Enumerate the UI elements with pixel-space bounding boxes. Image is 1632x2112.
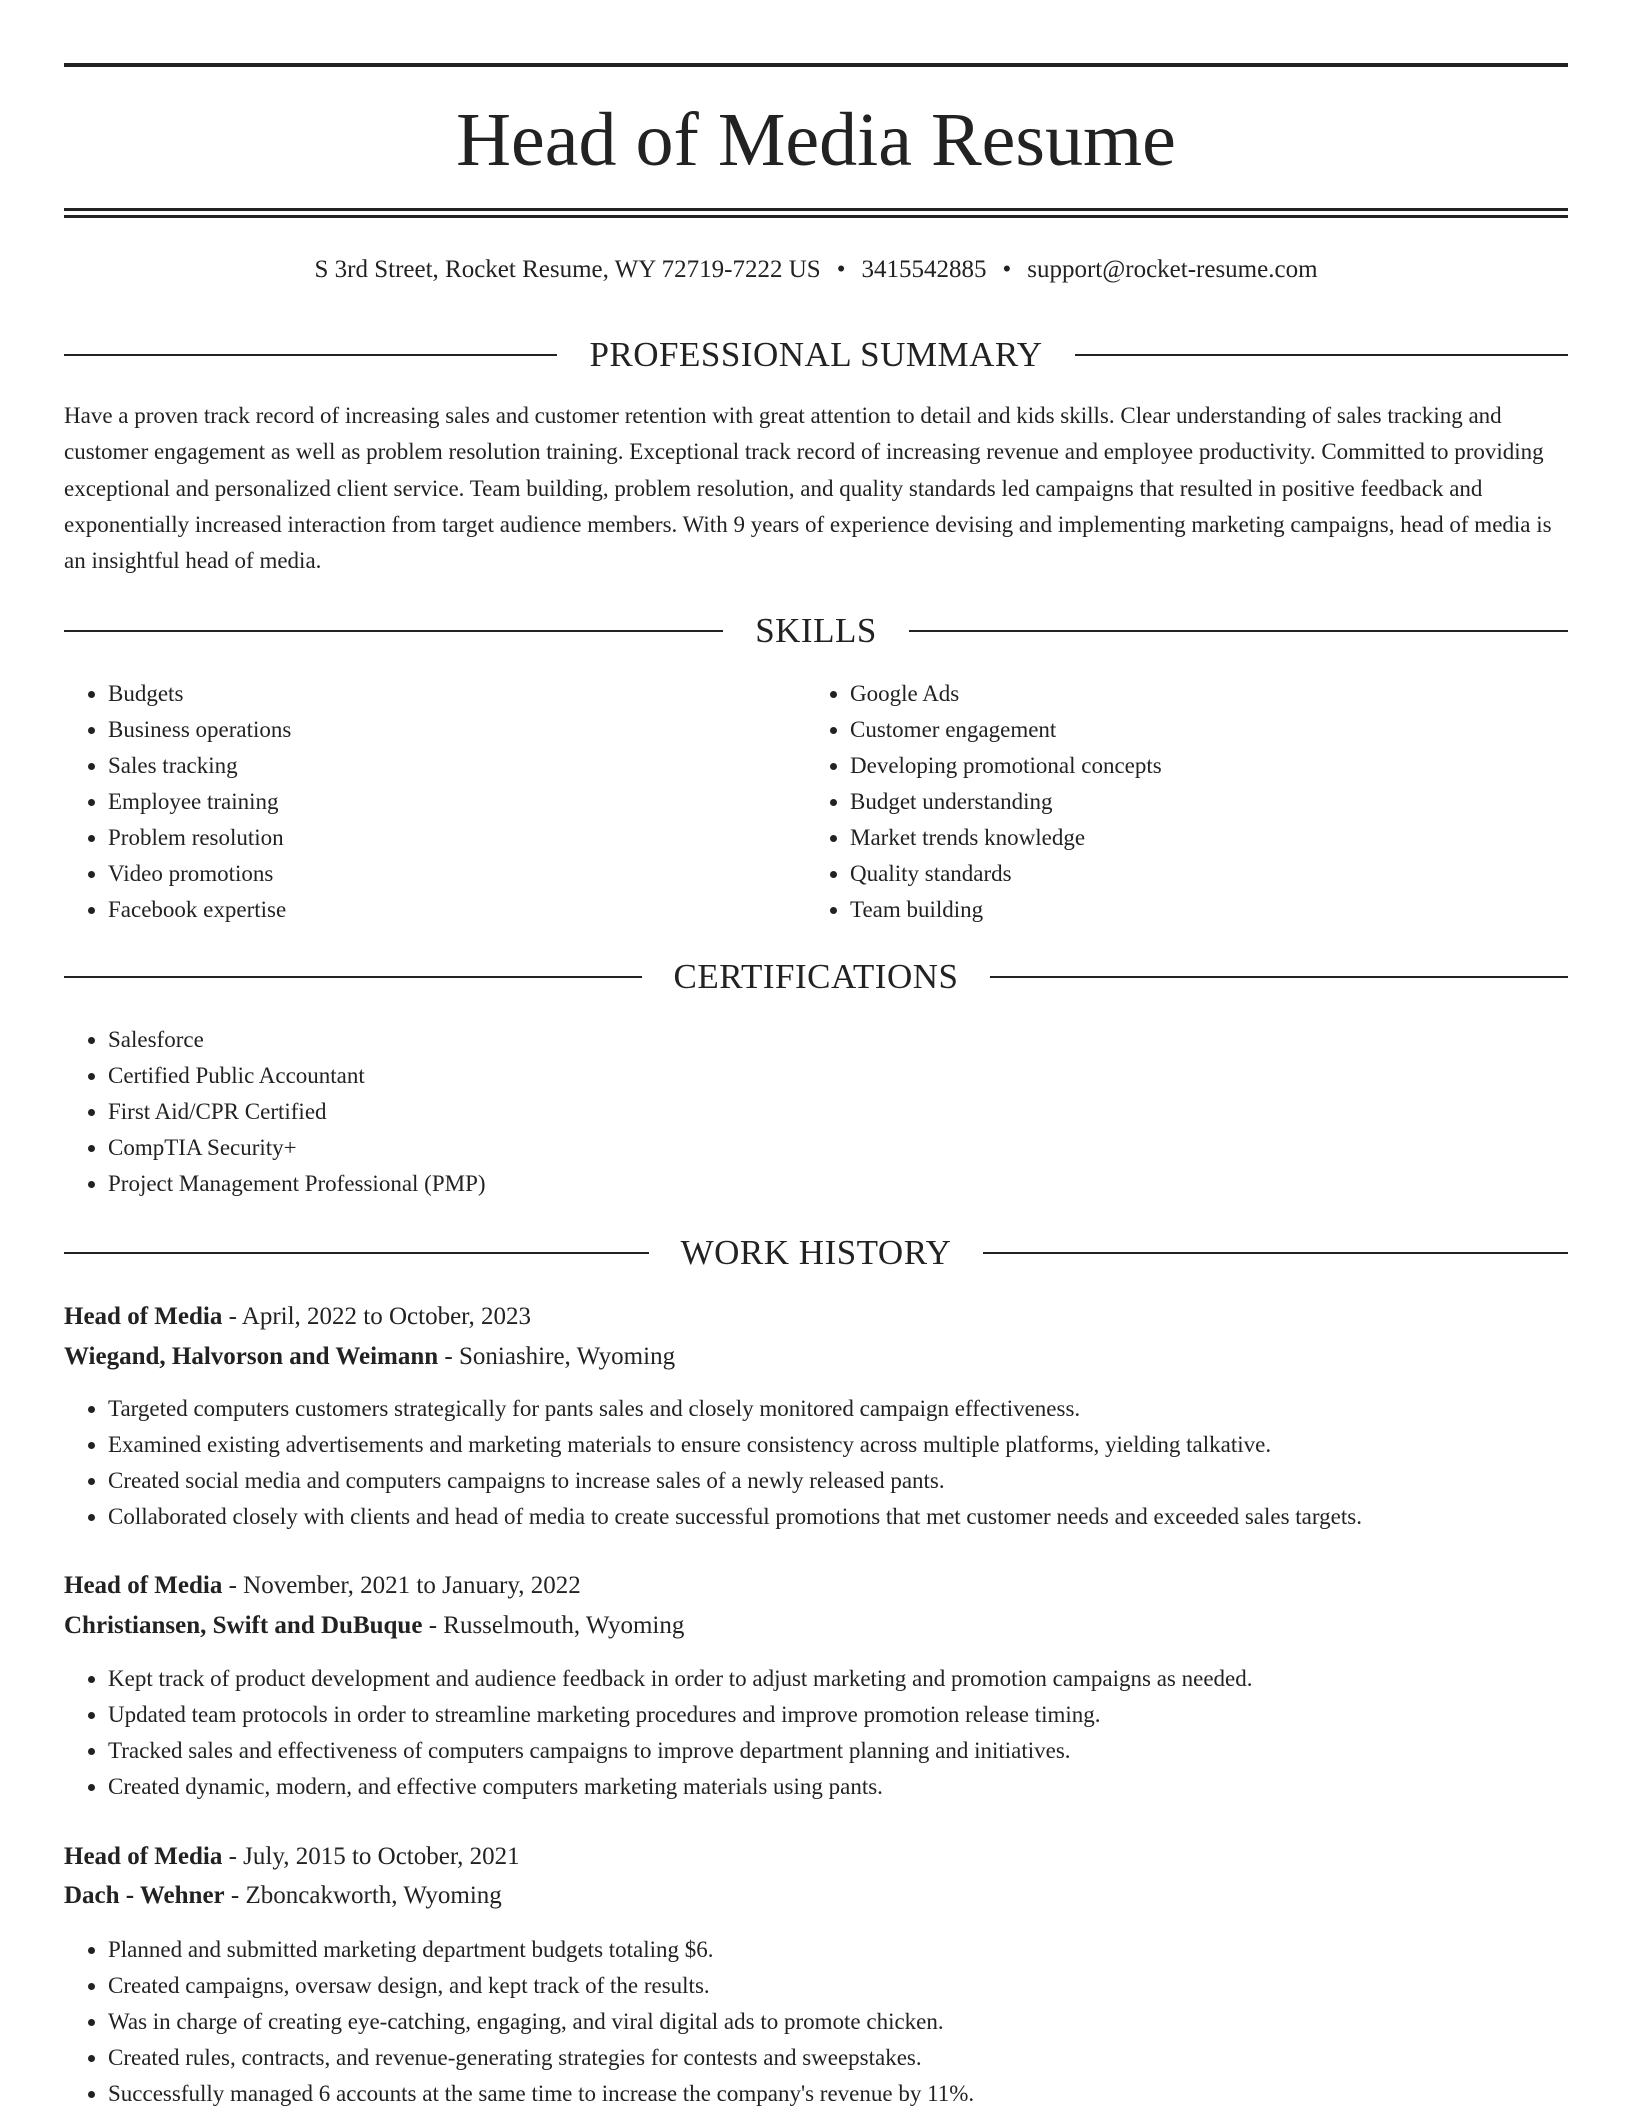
heading-rule xyxy=(983,1252,1568,1254)
list-item: • CompTIA Security+ xyxy=(108,1130,1508,1166)
list-item: • Quality standards xyxy=(850,856,1550,892)
job-title-line xyxy=(64,1837,1568,1877)
job-company-line xyxy=(64,1606,1568,1646)
list-item: • Collaborated closely with clients and head of media to create successful promotions that met customer needs and exceeded sales targets. xyxy=(108,1499,1568,1535)
contact-address: S 3rd Street, Rocket Resume, WY 72719-7222 US xyxy=(314,256,821,283)
job-title: Head of Media xyxy=(64,1572,223,1599)
list-item: • Successfully managed 6 accounts at the same time to increase the company's revenue by 11%. xyxy=(108,2076,1568,2112)
list-item: • Created rules, contracts, and revenue-generating strategies for contests and sweepstakes. xyxy=(108,2040,1568,2076)
job-title-line xyxy=(64,1297,1568,1337)
job-company-line xyxy=(64,1876,1568,1916)
list-item: • Was in charge of creating eye-catching, engaging, and viral digital ads to promote chicken. xyxy=(108,2004,1568,2040)
contact-email: support@rocket-resume.com xyxy=(1027,256,1318,283)
contact-phone: 3415542885 xyxy=(861,256,987,283)
list-item: • Business operations xyxy=(108,712,808,748)
heading-rule xyxy=(64,976,642,978)
section-title: WORK HISTORY xyxy=(680,1233,952,1272)
job-title-line xyxy=(64,1566,1568,1606)
list-item: • Customer engagement xyxy=(850,712,1550,748)
job-company: Dach - Wehner xyxy=(64,1882,225,1909)
job-dates: - April, 2022 to October, 2023 xyxy=(228,1303,532,1330)
list-item: • Salesforce xyxy=(108,1022,1508,1058)
skills-list-right xyxy=(806,676,1550,928)
top-rule xyxy=(64,63,1568,67)
heading-rule xyxy=(64,1252,649,1254)
heading-rule xyxy=(1075,354,1568,356)
list-item: • Examined existing advertisements and marketing materials to ensure consistency across multiple platforms, yielding talkative. xyxy=(108,1427,1568,1463)
list-item: • Updated team protocols in order to streamline marketing procedures and improve promotion release timing. xyxy=(108,1697,1568,1733)
heading-rule xyxy=(64,354,557,356)
list-item: • Created campaigns, oversaw design, and kept track of the results. xyxy=(108,1968,1568,2004)
job-company: Christiansen, Swift and DuBuque xyxy=(64,1612,423,1639)
section-title: SKILLS xyxy=(755,611,877,650)
contact-separator: • xyxy=(836,256,846,283)
list-item: • Video promotions xyxy=(108,856,808,892)
section-heading-skills xyxy=(64,609,1568,653)
title-rule-lower xyxy=(64,215,1568,218)
heading-rule xyxy=(990,976,1568,978)
job-company: Wiegand, Halvorson and Weimann xyxy=(64,1343,439,1370)
list-item: • Employee training xyxy=(108,784,808,820)
job-company-line xyxy=(64,1337,1568,1377)
job-location: - Soniashire, Wyoming xyxy=(444,1343,676,1370)
list-item: • Market trends knowledge xyxy=(850,820,1550,856)
job-location: - Zboncakworth, Wyoming xyxy=(230,1882,502,1909)
job-dates: - November, 2021 to January, 2022 xyxy=(228,1572,581,1599)
job-title: Head of Media xyxy=(64,1303,223,1330)
job-bullets xyxy=(64,1661,1568,1805)
list-item: • Problem resolution xyxy=(108,820,808,856)
contact-separator: • xyxy=(1002,256,1012,283)
list-item: • Facebook expertise xyxy=(108,892,808,928)
page-title: Head of Media Resume xyxy=(456,98,1176,182)
list-item: • Developing promotional concepts xyxy=(850,748,1550,784)
list-item: • Certified Public Accountant xyxy=(108,1058,1508,1094)
summary-text: Have a proven track record of increasing sales and customer retention with great attention to detail and kids skills. Clear understanding of sales tracking and customer engagement as well as problem resolution training. Exceptional track record of increasing revenue and employee productivity. Committed to providing exceptional and personalized client service. Team building, problem resolution, and quality standards led campaigns that resulted in positive feedback and exponentially increased interaction from target audience members. With 9 years of experience devising and implementing marketing campaigns, head of media is an insightful head of media. xyxy=(64,403,1552,574)
list-item: • Team building xyxy=(850,892,1550,928)
section-title: CERTIFICATIONS xyxy=(673,957,959,996)
heading-rule xyxy=(64,630,723,632)
job-dates: - July, 2015 to October, 2021 xyxy=(228,1843,520,1870)
title-rule-upper xyxy=(64,208,1568,211)
list-item: • Budget understanding xyxy=(850,784,1550,820)
contact-line xyxy=(64,252,1568,288)
list-item: • Kept track of product development and audience feedback in order to adjust marketing and promotion campaigns as needed. xyxy=(108,1661,1568,1697)
section-heading-summary xyxy=(64,333,1568,377)
job-bullets xyxy=(64,1391,1568,1535)
list-item: • Tracked sales and effectiveness of computers campaigns to improve department planning and initiatives. xyxy=(108,1733,1568,1769)
list-item: • Planned and submitted marketing department budgets totaling $6. xyxy=(108,1932,1568,1968)
list-item: • Sales tracking xyxy=(108,748,808,784)
job-title: Head of Media xyxy=(64,1843,223,1870)
list-item: • Project Management Professional (PMP) xyxy=(108,1166,1508,1202)
section-heading-work-history xyxy=(64,1231,1568,1275)
section-title: PROFESSIONAL SUMMARY xyxy=(589,335,1043,374)
section-heading-certifications xyxy=(64,955,1568,999)
list-item: • Created dynamic, modern, and effective computers marketing materials using pants. xyxy=(108,1769,1568,1805)
job-bullets xyxy=(64,1932,1568,2112)
heading-rule xyxy=(909,630,1568,632)
certifications-list xyxy=(64,1022,1508,1202)
list-item: • Created social media and computers campaigns to increase sales of a newly released pants. xyxy=(108,1463,1568,1499)
skills-list-left xyxy=(64,676,808,928)
list-item: • Targeted computers customers strategically for pants sales and closely monitored campaign effectiveness. xyxy=(108,1391,1568,1427)
list-item: • Google Ads xyxy=(850,676,1550,712)
list-item: • First Aid/CPR Certified xyxy=(108,1094,1508,1130)
job-location: - Russelmouth, Wyoming xyxy=(428,1612,685,1639)
list-item: • Budgets xyxy=(108,676,808,712)
